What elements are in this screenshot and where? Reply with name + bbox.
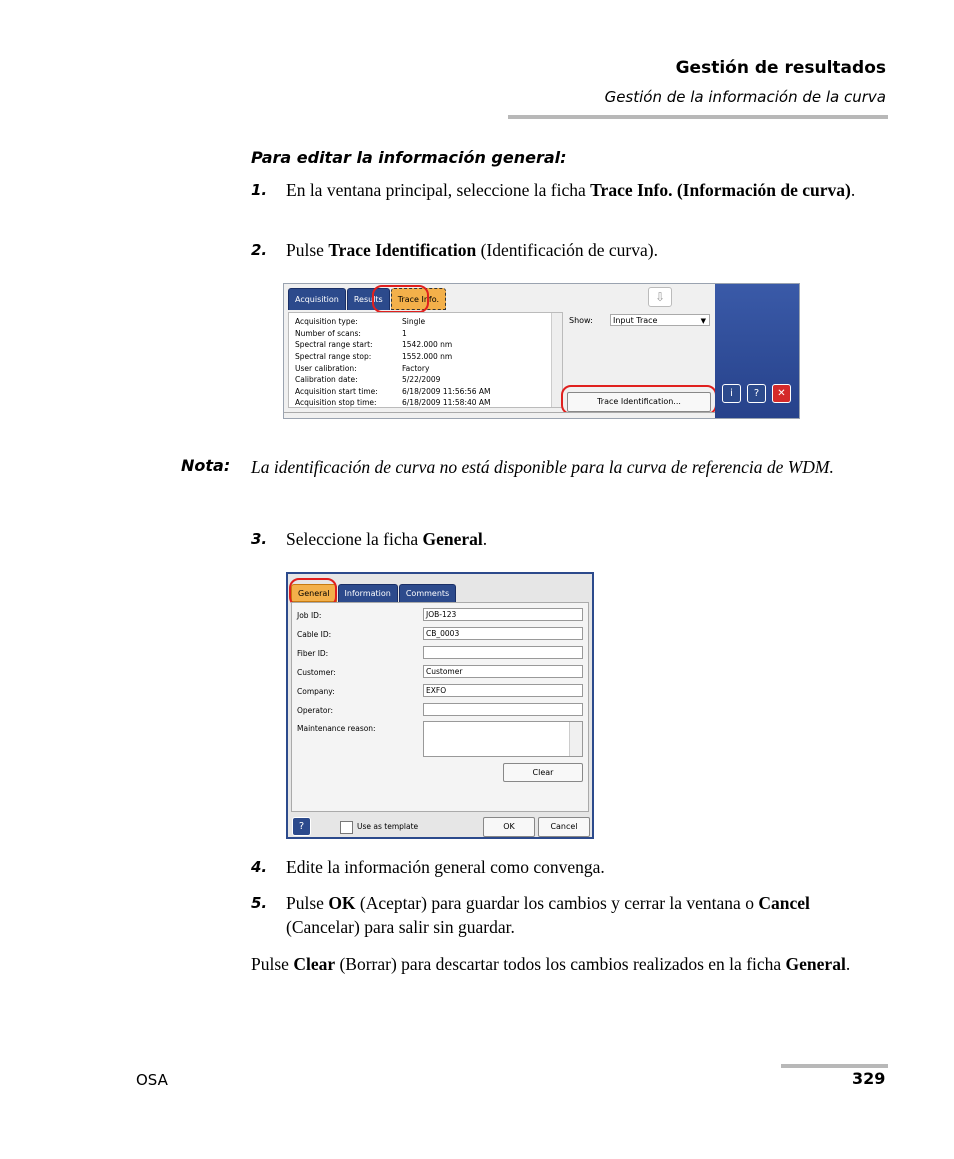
- closing-paragraph: [251, 952, 861, 976]
- product-name: OSA: [136, 1071, 168, 1089]
- maintenance-reason-field[interactable]: [423, 721, 583, 757]
- dialog-footer: [288, 814, 592, 839]
- para-text: Pulse: [251, 954, 294, 974]
- field-label: Company:: [297, 687, 335, 696]
- footer-divider: [781, 1064, 888, 1068]
- step-number: 3.: [251, 530, 268, 548]
- page-number: 329: [852, 1069, 886, 1088]
- info-icon[interactable]: i: [722, 384, 741, 403]
- section-subtitle: Gestión de la información de la curva: [604, 88, 886, 106]
- tab-trace-info[interactable]: Trace Info.: [391, 288, 446, 310]
- field-label: Job ID:: [297, 611, 322, 620]
- field-label: Maintenance reason:: [297, 724, 376, 733]
- template-label: Use as template: [357, 822, 419, 831]
- general-panel: [291, 602, 589, 812]
- list-item: Acquisition start time: 6/18/2009 11:56:56 AM: [295, 387, 491, 396]
- step-text-mid: (Aceptar) para guardar los cambios y cerrar la ventana o: [355, 893, 759, 913]
- step-emphasis-2: Cancel: [758, 893, 810, 913]
- tab-general[interactable]: General: [291, 584, 337, 602]
- step-text: En la ventana principal, seleccione la ficha: [286, 180, 591, 200]
- tab-acquisition[interactable]: Acquisition: [288, 288, 346, 310]
- list-item: Acquisition stop time: 6/18/2009 11:58:40 AM: [295, 398, 491, 407]
- highlight-ring: [561, 385, 717, 415]
- note-label: Nota:: [181, 456, 231, 475]
- step-emphasis: Trace Info. (Información de curva): [590, 180, 851, 200]
- para-text-mid: (Borrar) para descartar todos los cambios realizados en la ficha: [335, 954, 786, 974]
- step-number: 1.: [251, 181, 268, 199]
- company-field[interactable]: EXFO: [423, 684, 583, 697]
- ok-button[interactable]: OK: [483, 817, 535, 837]
- list-item: Acquisition type: Single: [295, 317, 426, 326]
- trace-identification-dialog: [286, 572, 594, 839]
- section-title: Gestión de resultados: [675, 58, 886, 78]
- chevron-down-icon: ▼: [700, 317, 706, 325]
- step-text: Seleccione la ficha: [286, 529, 423, 549]
- list-item: Number of scans: 1: [295, 329, 407, 338]
- show-label: Show:: [569, 316, 593, 325]
- close-icon[interactable]: ✕: [772, 384, 791, 403]
- trace-info-screenshot: [283, 283, 800, 419]
- procedure-title: Para editar la información general:: [251, 148, 567, 167]
- list-item: Spectral range start: 1542.000 nm: [295, 340, 453, 349]
- help-icon[interactable]: ?: [747, 384, 766, 403]
- cable-id-field[interactable]: CB_0003: [423, 627, 583, 640]
- para-text-end: .: [845, 954, 851, 974]
- list-item: Calibration date: 5/22/2009: [295, 375, 441, 384]
- field-label: Fiber ID:: [297, 649, 329, 658]
- highlight-ring: [372, 285, 429, 313]
- tab-results[interactable]: Results: [347, 288, 390, 310]
- field-label: Customer:: [297, 668, 336, 677]
- step-number: 2.: [251, 241, 268, 259]
- field-label: Operator:: [297, 706, 333, 715]
- list-item: Spectral range stop: 1552.000 nm: [295, 352, 453, 361]
- step-text-end: .: [850, 180, 856, 200]
- help-icon[interactable]: ?: [292, 817, 311, 836]
- step-text: Edite la información general como convenga.: [286, 857, 605, 877]
- step-text-end: (Identificación de curva).: [476, 240, 658, 260]
- field-label: Cable ID:: [297, 630, 332, 639]
- step-number: 5.: [251, 894, 268, 912]
- operator-field[interactable]: [423, 703, 583, 716]
- header-divider: [508, 115, 888, 119]
- step-text-end: .: [482, 529, 488, 549]
- step-text: Pulse: [286, 893, 329, 913]
- step-emphasis: General: [422, 529, 483, 549]
- arrow-down-icon[interactable]: ⇩: [648, 287, 672, 307]
- step-number: 4.: [251, 858, 268, 876]
- cancel-button[interactable]: Cancel: [538, 817, 590, 837]
- show-select[interactable]: Input Trace ▼: [610, 314, 710, 326]
- step-emphasis: OK: [328, 893, 356, 913]
- customer-field[interactable]: Customer: [423, 665, 583, 678]
- fiber-id-field[interactable]: [423, 646, 583, 659]
- step-text: Pulse: [286, 240, 329, 260]
- step-emphasis: Trace Identification: [328, 240, 477, 260]
- use-template-checkbox[interactable]: [340, 821, 353, 834]
- side-panel: [715, 284, 800, 419]
- tab-comments[interactable]: Comments: [399, 584, 456, 602]
- trace-info-list: [288, 312, 563, 408]
- scrollbar[interactable]: [569, 722, 582, 756]
- tab-information[interactable]: Information: [338, 584, 398, 602]
- para-emphasis-2: General: [785, 954, 846, 974]
- para-emphasis: Clear: [293, 954, 336, 974]
- trace-identification-button[interactable]: Trace Identification...: [567, 392, 711, 412]
- job-id-field[interactable]: JOB-123: [423, 608, 583, 621]
- clear-button[interactable]: Clear: [503, 763, 583, 782]
- list-item: User calibration: Factory: [295, 364, 430, 373]
- status-strip: [284, 412, 715, 419]
- step-text-end: (Cancelar) para salir sin guardar.: [286, 917, 515, 937]
- note-text: La identificación de curva no está disponible para la curva de referencia de WDM.: [251, 457, 834, 477]
